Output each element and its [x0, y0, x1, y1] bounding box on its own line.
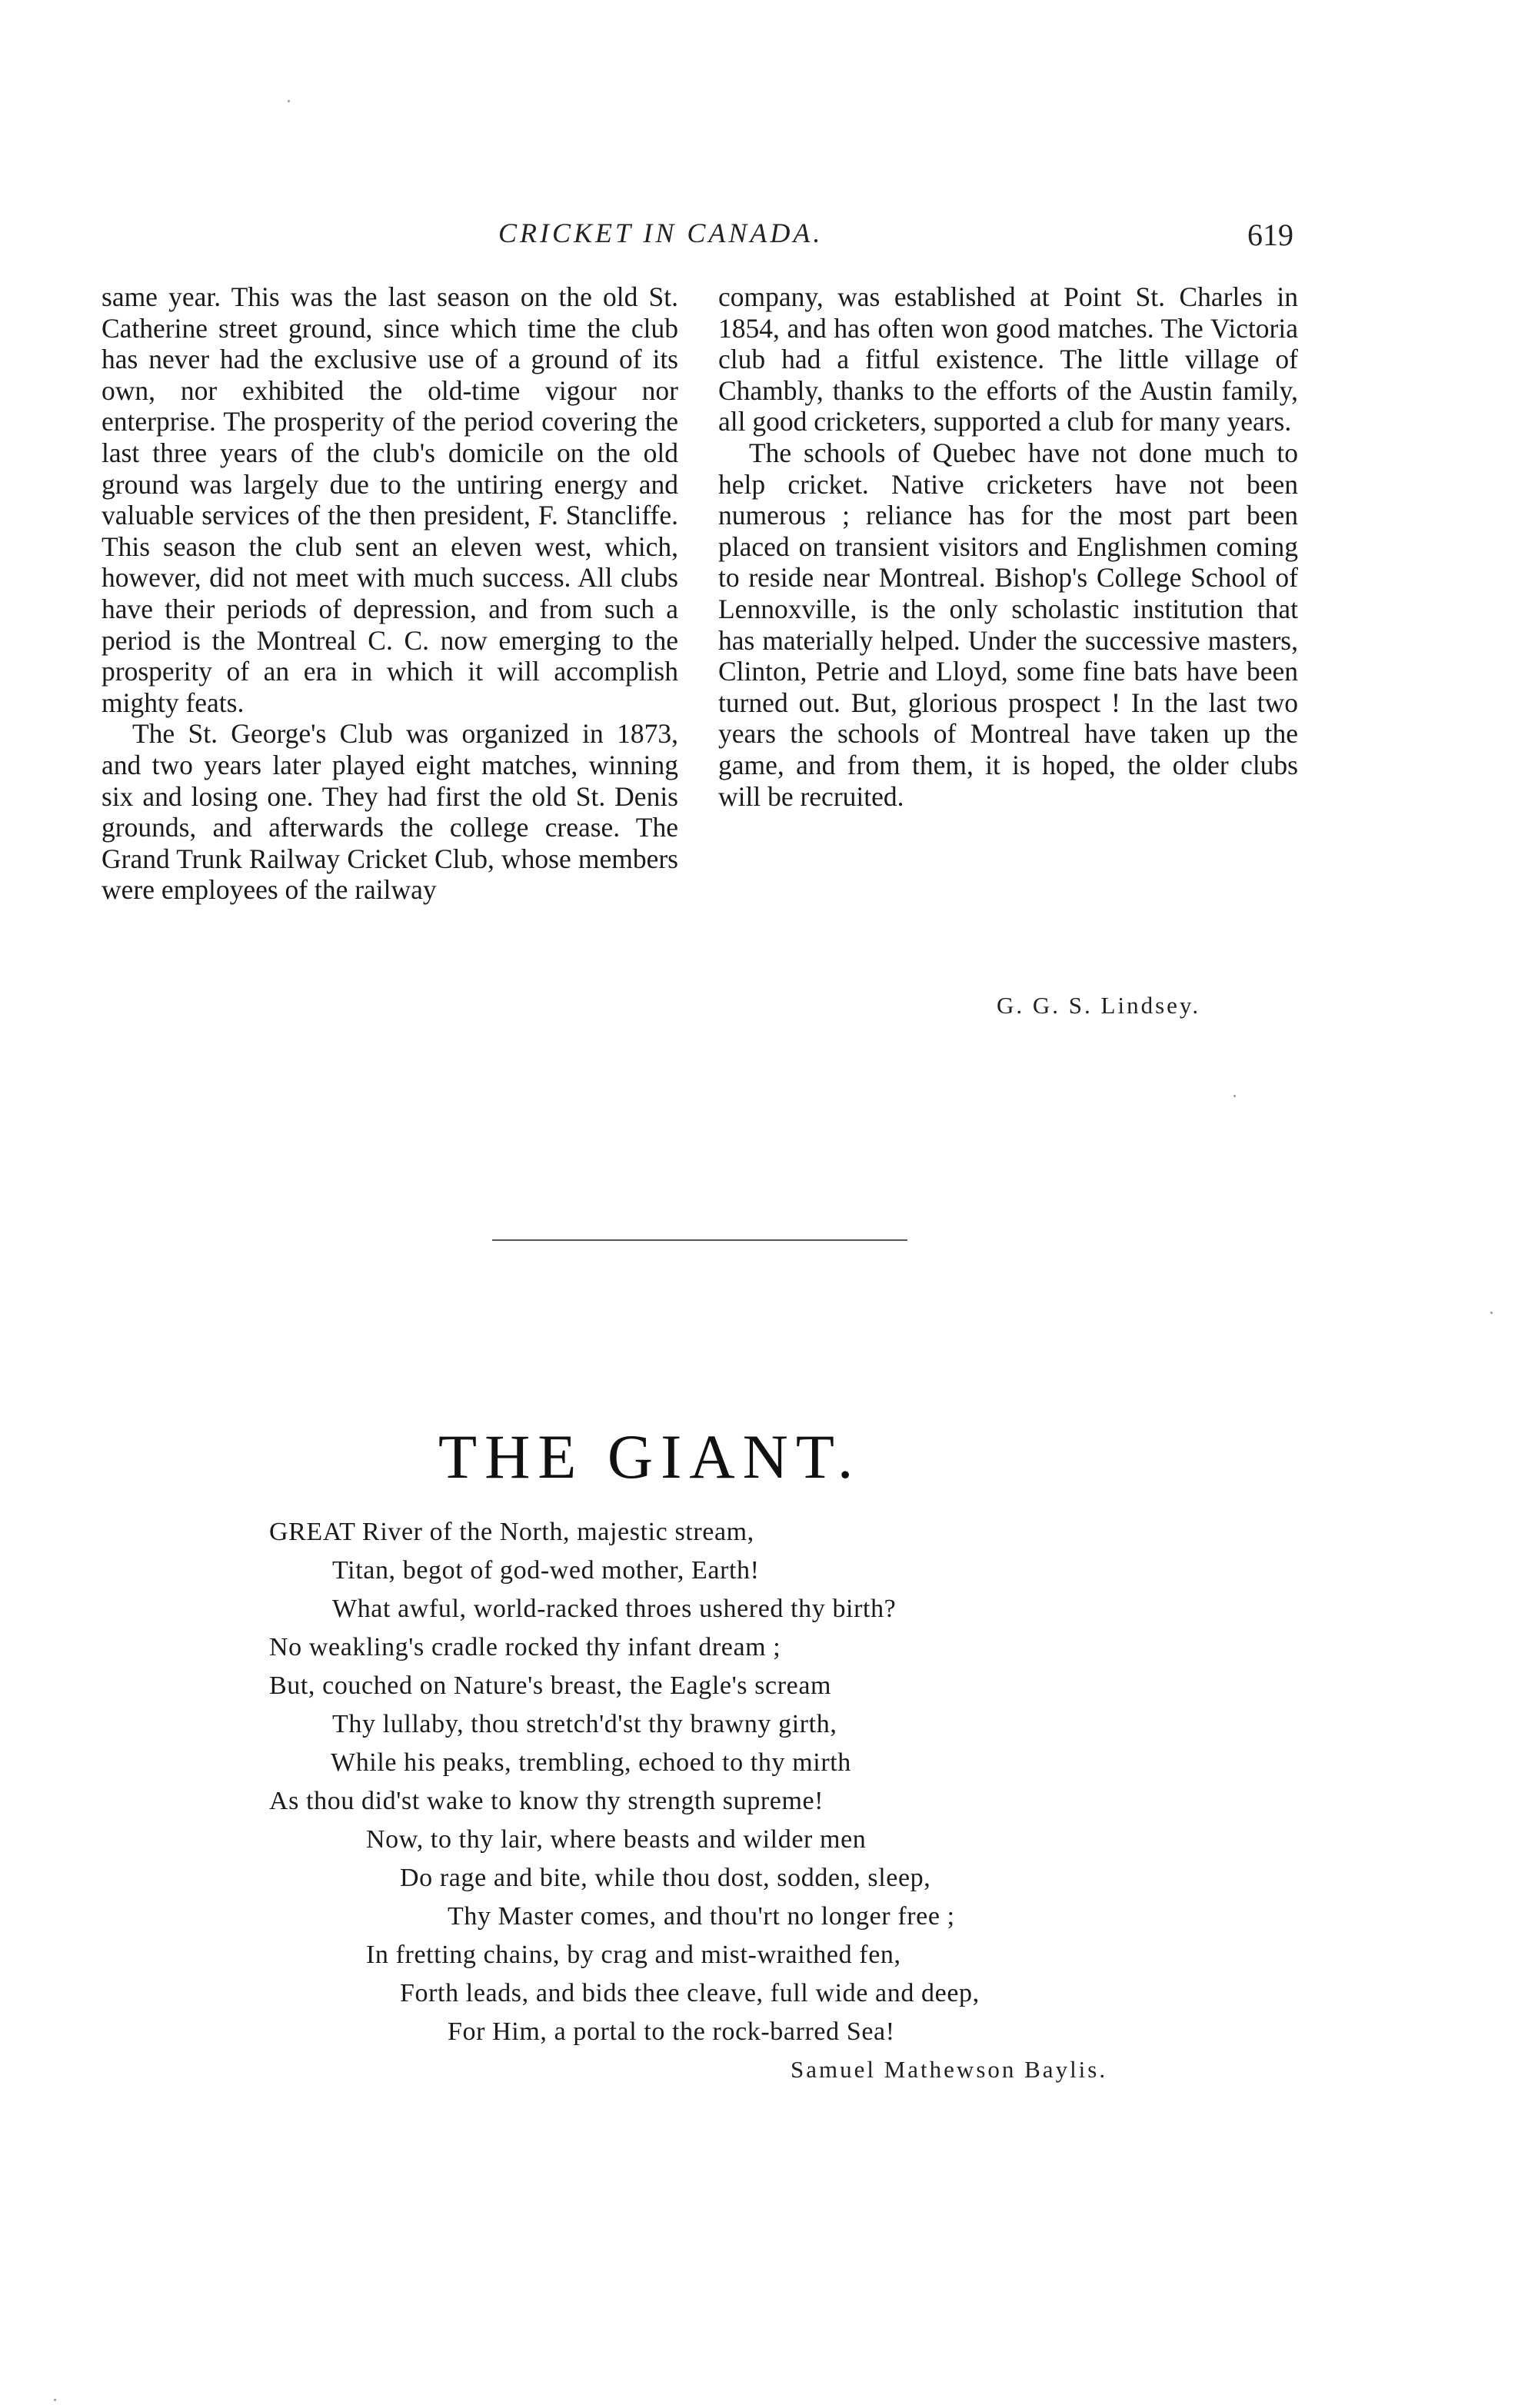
poem-line: In fretting chains, by crag and mist-wraithed fen,: [366, 1941, 901, 1969]
article-column-left: [102, 281, 678, 906]
article-paragraph: company, was established at Point St. Charles in 1854, and has often won good matches. The Victoria club had a fitful existence. The little village of Chambly, thanks to the efforts of the Austin family, all good cricketers, supported a club for many years.: [718, 281, 1298, 437]
article-paragraph: The schools of Quebec have not done much to help cricket. Native cricketers have not been numerous ; reliance has for the most part been placed on transient visitors and Englishmen coming to reside near Montreal. Bishop's College School of Lennoxville, is the only scholastic institution that has materially helped. Under the successive masters, Clinton, Petrie and Lloyd, some fine bats have been turned out. But, glorious prospect ! In the last two years the schools of Montreal have taken up the game, and from them, it is hoped, the older clubs will be recruited.: [718, 437, 1298, 812]
poem-line: Do rage and bite, while thou dost, sodden, sleep,: [400, 1864, 931, 1892]
poem-line: No weakling's cradle rocked thy infant dream ;: [269, 1633, 781, 1661]
paper-speck: [1490, 1312, 1493, 1314]
poem-line: While his peaks, trembling, echoed to thy mirth: [331, 1748, 851, 1777]
article-signature: G. G. S. Lindsey.: [997, 992, 1201, 1019]
paper-speck: [54, 2399, 56, 2401]
poem-line: Now, to thy lair, where beasts and wilder men: [366, 1825, 867, 1854]
article-column-right: [718, 281, 1298, 812]
poem-line: What awful, world-racked throes ushered thy birth?: [332, 1595, 897, 1623]
article-paragraph: The St. George's Club was organized in 1873, and two years later played eight matches, winning six and losing one. They had first the old St. Denis grounds, and afterwards the college crease. The Grand Trunk Railway Cricket Club, whose members were employees of the railway: [102, 718, 678, 906]
poem-line: Thy Master comes, and thou'rt no longer free ;: [448, 1902, 955, 1931]
article-paragraph: same year. This was the last season on the old St. Catherine street ground, since which time the club has never had the exclusive use of a ground of its own, nor exhibited the old-time vigour nor enterprise. The prosperity of the period covering the last three years of the club's domicile on the old ground was largely due to the untiring energy and valuable services of the then president, F. Stancliffe. This season the club sent an eleven west, which, however, did not meet with much success. All clubs have their periods of depression, and from such a period is the Montreal C. C. now emerging to the prosperity of an era in which it will accomplish mighty feats.: [102, 281, 678, 718]
poem-line: For Him, a portal to the rock-barred Sea!: [448, 2017, 895, 2046]
paper-speck: [288, 100, 290, 102]
poem-line: Titan, begot of god-wed mother, Earth!: [332, 1556, 760, 1585]
poem-line: As thou did'st wake to know thy strength supreme!: [269, 1787, 824, 1815]
section-divider: [492, 1239, 907, 1241]
poem-line: But, couched on Nature's breast, the Eagle's scream: [269, 1671, 832, 1700]
poem-line: GREAT River of the North, majestic stream,: [269, 1518, 754, 1546]
poem-line: Forth leads, and bids thee cleave, full wide and deep,: [400, 1979, 980, 2007]
poem-author: Samuel Mathewson Baylis.: [791, 2056, 1108, 2083]
poem-body: [269, 1513, 1269, 2051]
poem-title: THE GIANT.: [438, 1422, 861, 1492]
page-number: 619: [1247, 218, 1293, 252]
paper-speck: [1233, 1095, 1236, 1097]
poem-line: Thy lullaby, thou stretch'd'st thy brawny girth,: [332, 1710, 837, 1738]
running-head-title: CRICKET IN CANADA.: [498, 218, 824, 248]
